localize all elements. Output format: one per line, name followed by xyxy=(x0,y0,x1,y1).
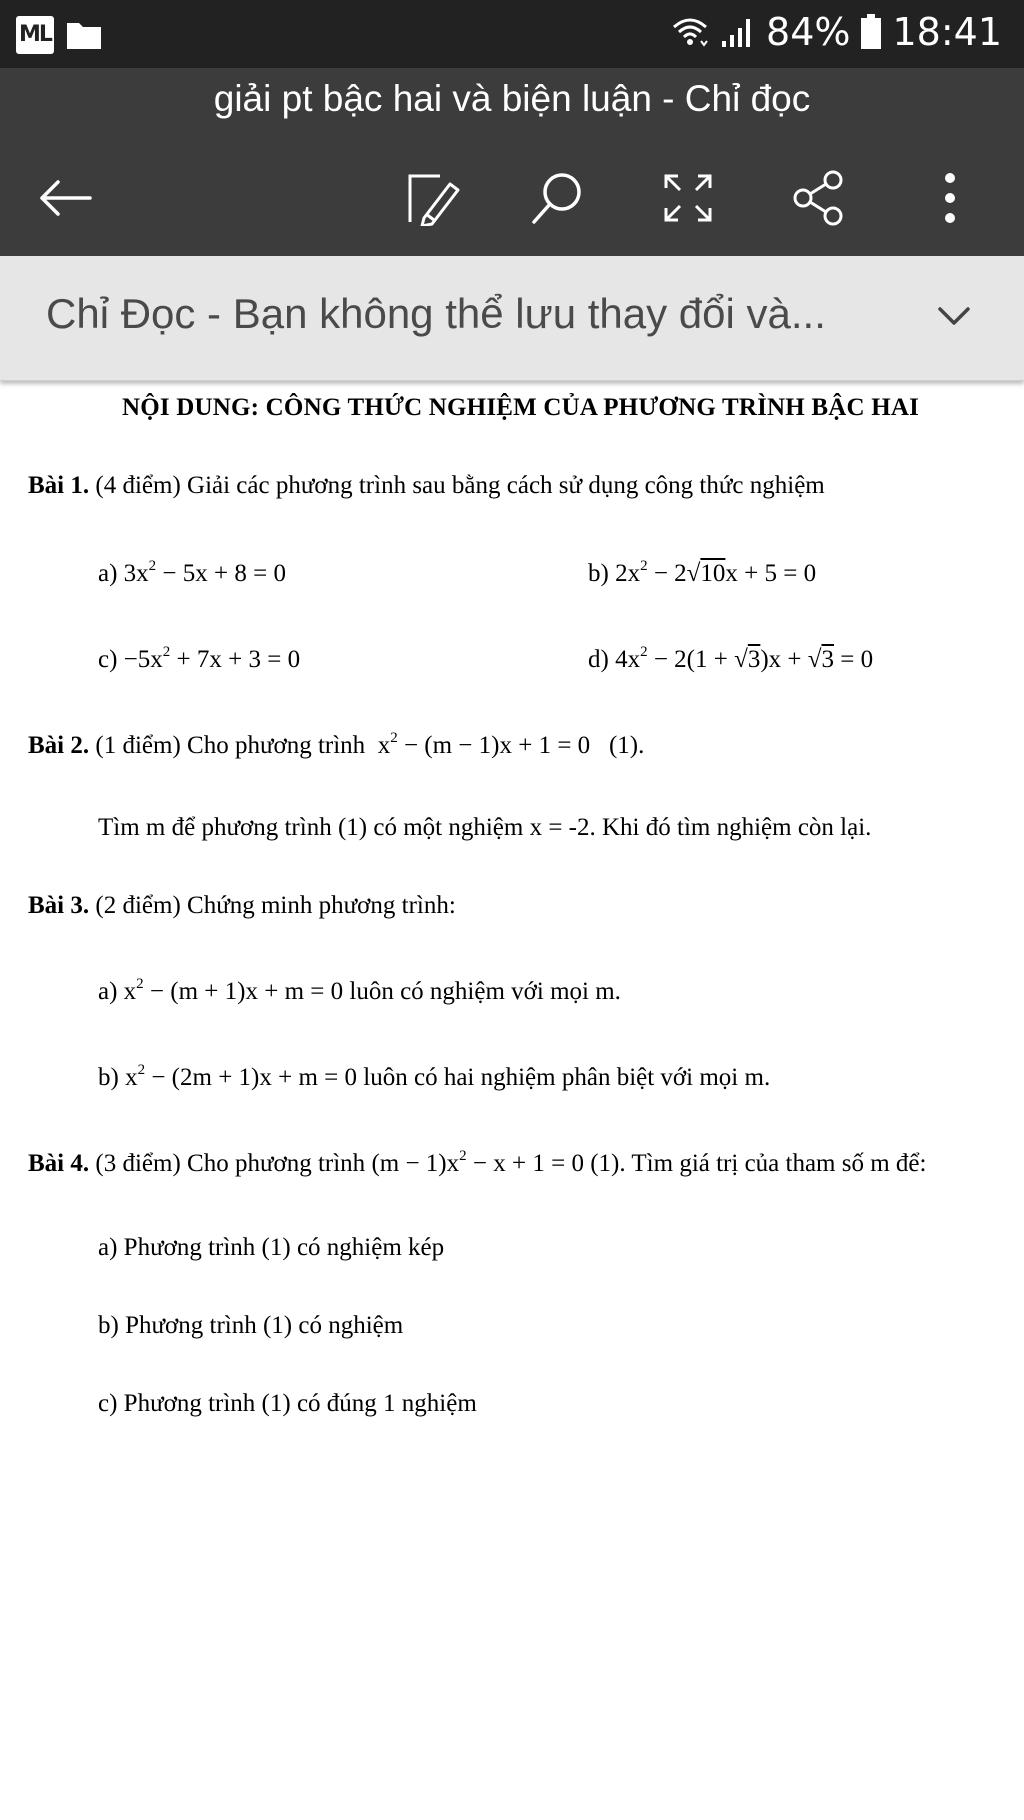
document-title: giải pt bậc hai và biện luận - Chỉ đọc xyxy=(213,78,811,119)
bai4-item-b: b) Phương trình (1) có nghiệm xyxy=(98,1312,404,1339)
edit-pencil-icon xyxy=(404,170,460,226)
read-only-banner[interactable] xyxy=(0,256,1024,381)
bai1-heading: Bài 1. (4 điểm) Giải các phương trình sau bằng cách sử dụng công thức nghiệm xyxy=(28,472,825,499)
battery-icon xyxy=(860,14,882,50)
back-arrow-icon xyxy=(38,178,92,218)
ml-app-badge-icon: ML xyxy=(16,16,54,54)
bai1-item-d: d) $4x^2 - 2(1 + √3)x + √3 = 0$ xyxy=(588,644,874,673)
share-button[interactable] xyxy=(778,158,858,238)
expand-icon xyxy=(662,172,714,224)
bai4-heading: Bài 4. (3 điểm) Cho phương trình $(m - 1)x^2 - x + 1 = 0$ (1). Tìm giá trị của tham số m để: xyxy=(28,1148,927,1177)
more-options-button[interactable] xyxy=(910,158,990,238)
bai1-item-a: a) $3x^2 - 5x + 8 = 0$ xyxy=(98,558,286,587)
bai1-item-c: $c) -5x^2 + 7x + 3 = 0$ xyxy=(98,644,301,673)
document-page xyxy=(0,380,1024,1820)
chevron-down-icon[interactable] xyxy=(934,296,974,336)
edit-button[interactable] xyxy=(392,158,472,238)
bai4-item-c: c) Phương trình (1) có đúng 1 nghiệm xyxy=(98,1390,477,1417)
toolbar xyxy=(0,158,1024,238)
bai3-item-b: b) $x^2 - (2m + 1)x + m = 0$ luôn có hai nghiệm phân biệt với mọi m. xyxy=(98,1062,771,1091)
app-bar xyxy=(0,68,1024,256)
folder-icon xyxy=(66,20,102,50)
clock-time: 18:41 xyxy=(892,10,1002,54)
bai2-task: Tìm m để phương trình (1) có một nghiệm x = -2. Khi đó tìm nghiệm còn lại. xyxy=(98,814,872,841)
search-button[interactable] xyxy=(518,158,598,238)
battery-percent: 84% xyxy=(766,10,851,54)
share-icon xyxy=(791,170,845,226)
status-bar xyxy=(0,0,1024,68)
signal-icon xyxy=(720,15,756,49)
bai3-heading: Bài 3. (2 điểm) Chứng minh phương trình: xyxy=(28,892,456,919)
wifi-icon xyxy=(670,15,710,49)
read-only-message: Chỉ Đọc - Bạn không thể lưu thay đổi và... xyxy=(46,290,826,337)
fullscreen-button[interactable] xyxy=(648,158,728,238)
bai4-item-a: a) Phương trình (1) có nghiệm kép xyxy=(98,1234,445,1261)
search-icon xyxy=(530,170,586,226)
bai1-item-b: b) $2x^2 - 2√10x + 5 = 0$ xyxy=(588,558,817,587)
bai3-item-a: a) $x^2 - (m + 1)x + m = 0$ luôn có nghiệm với mọi m. xyxy=(98,976,621,1005)
back-button[interactable] xyxy=(25,158,105,238)
bai2-heading: Bài 2. (1 điểm) Cho phương trình $x^2 - (m - 1)x + 1 = 0$ (1). xyxy=(28,730,645,759)
document-heading: NỘI DUNG: CÔNG THỨC NGHIỆM CỦA PHƯƠNG TRÌNH BẬC HAI xyxy=(122,394,920,421)
more-vertical-icon xyxy=(940,170,960,226)
